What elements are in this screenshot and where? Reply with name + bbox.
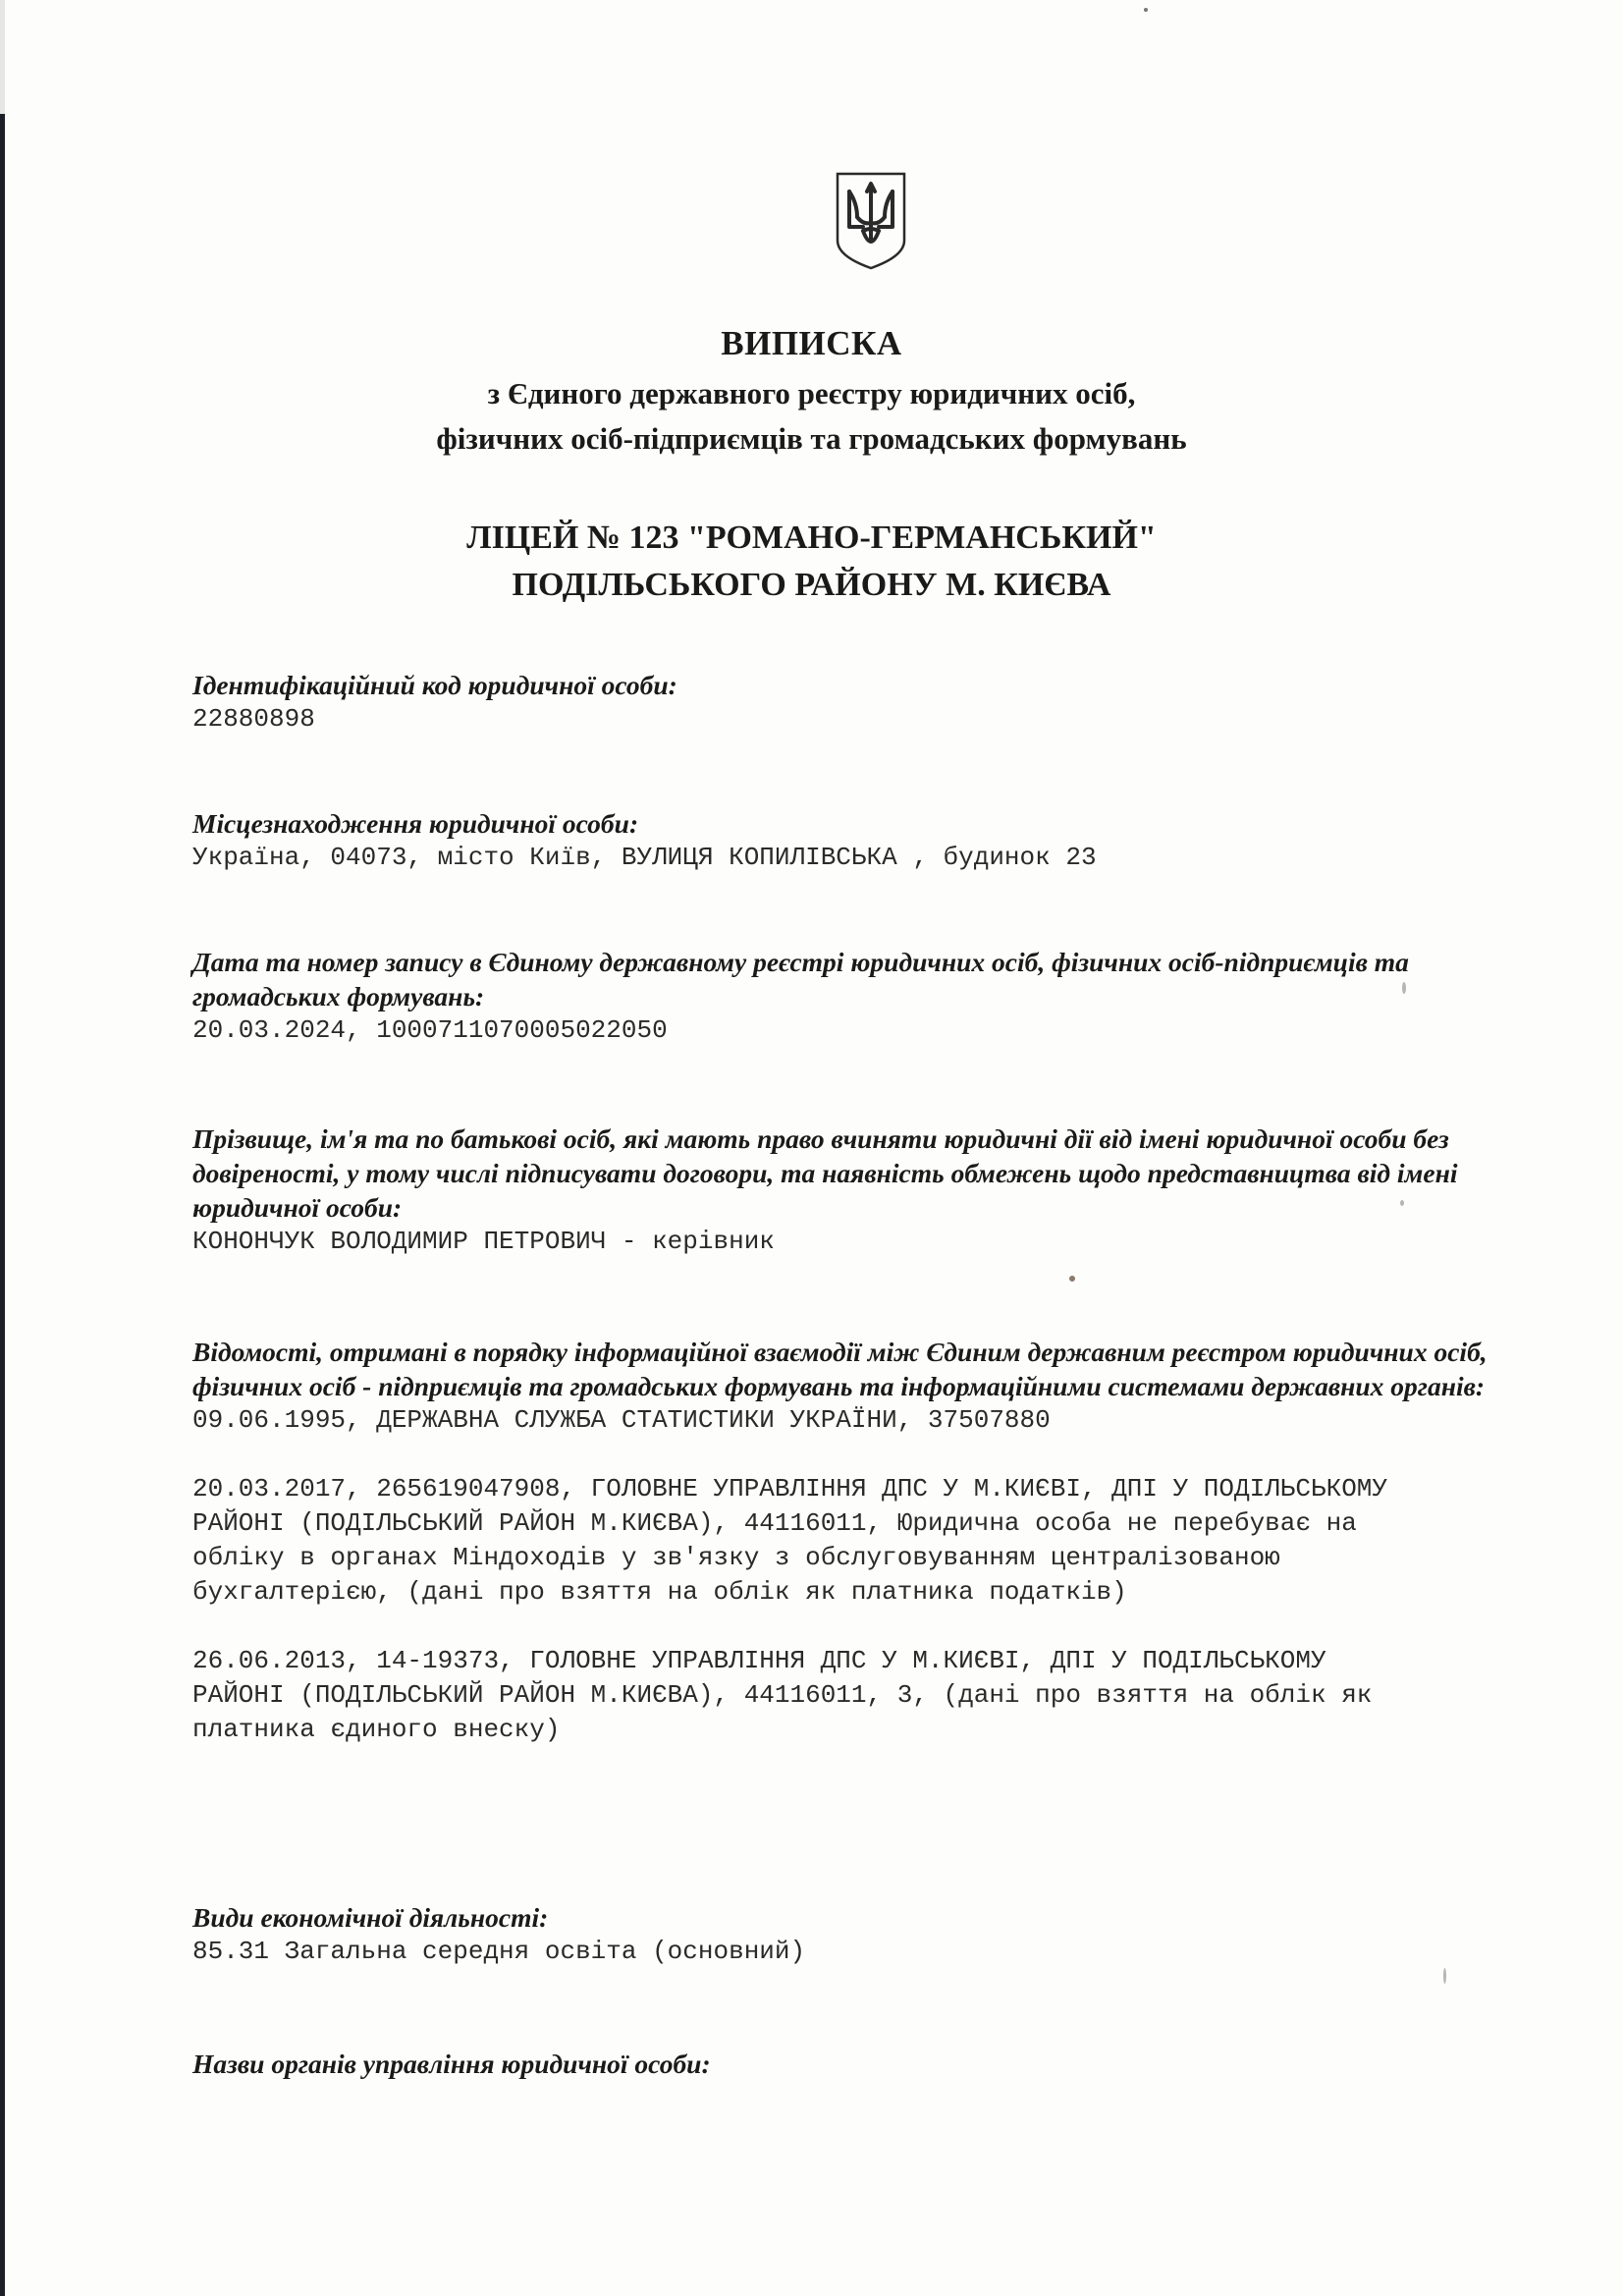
organization-name-line: ПОДІЛЬСЬКОГО РАЙОНУ М. КИЄВА	[512, 567, 1111, 603]
section-label: Ідентифікаційний код юридичної особи:	[192, 670, 677, 700]
document-subtitle	[0, 371, 1623, 462]
subtitle-line: фізичних осіб-підприємців та громадських формувань	[436, 421, 1187, 456]
section-label: Дата та номер запису в Єдиному державному реєстрі юридичних осіб, фізичних осіб-підприємців та громадських формувань:	[192, 947, 1409, 1011]
section-registration-record	[192, 945, 1469, 1048]
scan-edge-top	[0, 0, 5, 114]
coat-of-arms-icon	[834, 170, 908, 272]
section-identification-code	[192, 668, 1508, 737]
organization-name	[0, 515, 1623, 609]
scan-speck	[1443, 1968, 1446, 1984]
scan-speck	[1400, 1200, 1404, 1206]
subtitle-line: з Єдиного державного реєстру юридичних осіб,	[487, 376, 1136, 410]
interagency-entry: 26.06.2013, 14-19373, ГОЛОВНЕ УПРАВЛІННЯ ДПС У М.КИЄВІ, ДПІ У ПОДІЛЬСЬКОМУ РАЙОНІ (ПОДІЛЬСЬКИЙ РАЙОН М.КИЄВА), 44116011, 3, (дані про взяття на облік як платника єдиного внеску)	[192, 1646, 1388, 1744]
section-label: Прізвище, ім'я та по батькові осіб, які мають право вчиняти юридичні дії від імені юридичної особи без довіреності, у тому числі підписувати договори, та наявність обмежень щодо представництва від імені юридичної особи:	[192, 1123, 1458, 1223]
section-interagency-info	[192, 1335, 1488, 1747]
scan-speck	[1402, 982, 1406, 994]
section-authorized-persons	[192, 1121, 1513, 1259]
section-label: Види економічної діяльності:	[192, 1902, 549, 1933]
section-value: Україна, 04073, місто Київ, ВУЛИЦЯ КОПИЛІВСЬКА , будинок 23	[192, 843, 1097, 872]
section-value: 22880898	[192, 704, 315, 734]
document-title: ВИПИСКА	[721, 324, 902, 362]
section-location	[192, 806, 1508, 875]
section-governing-bodies	[192, 2047, 1508, 2081]
organization-name-line: ЛІЦЕЙ № 123 "РОМАНО-ГЕРМАНСЬКИЙ"	[466, 519, 1157, 556]
scan-speck	[1144, 8, 1148, 12]
section-label: Місцезнаходження юридичної особи:	[192, 808, 639, 839]
scan-speck	[1069, 1276, 1075, 1282]
interagency-entry: 20.03.2017, 265619047908, ГОЛОВНЕ УПРАВЛІННЯ ДПС У М.КИЄВІ, ДПІ У ПОДІЛЬСЬКОМУ РАЙОНІ (ПОДІЛЬСЬКИЙ РАЙОН М.КИЄВА), 44116011, Юридична особа не перебуває на обліку в органах Міндоходів у зв'язку з обслуговуванням централізованою бухгалтерією, (дані про взяття на облік як платника податків)	[192, 1474, 1403, 1607]
section-value: 85.31 Загальна середня освіта (основний)	[192, 1937, 806, 1966]
section-label: Відомості, отримані в порядку інформаційної взаємодії між Єдиним державним реєстром юридичних осіб, фізичних осіб - підприємців та громадських формувань та інформаційними системами державних органів:	[192, 1337, 1488, 1401]
section-economic-activity	[192, 1900, 1508, 1969]
section-value: КОНОНЧУК ВОЛОДИМИР ПЕТРОВИЧ - керівник	[192, 1227, 775, 1256]
interagency-entry: 09.06.1995, ДЕРЖАВНА СЛУЖБА СТАТИСТИКИ УКРАЇНИ, 37507880	[192, 1405, 1051, 1435]
section-value: 20.03.2024, 1000711070005022050	[192, 1015, 668, 1045]
section-label: Назви органів управління юридичної особи:	[192, 2049, 711, 2079]
